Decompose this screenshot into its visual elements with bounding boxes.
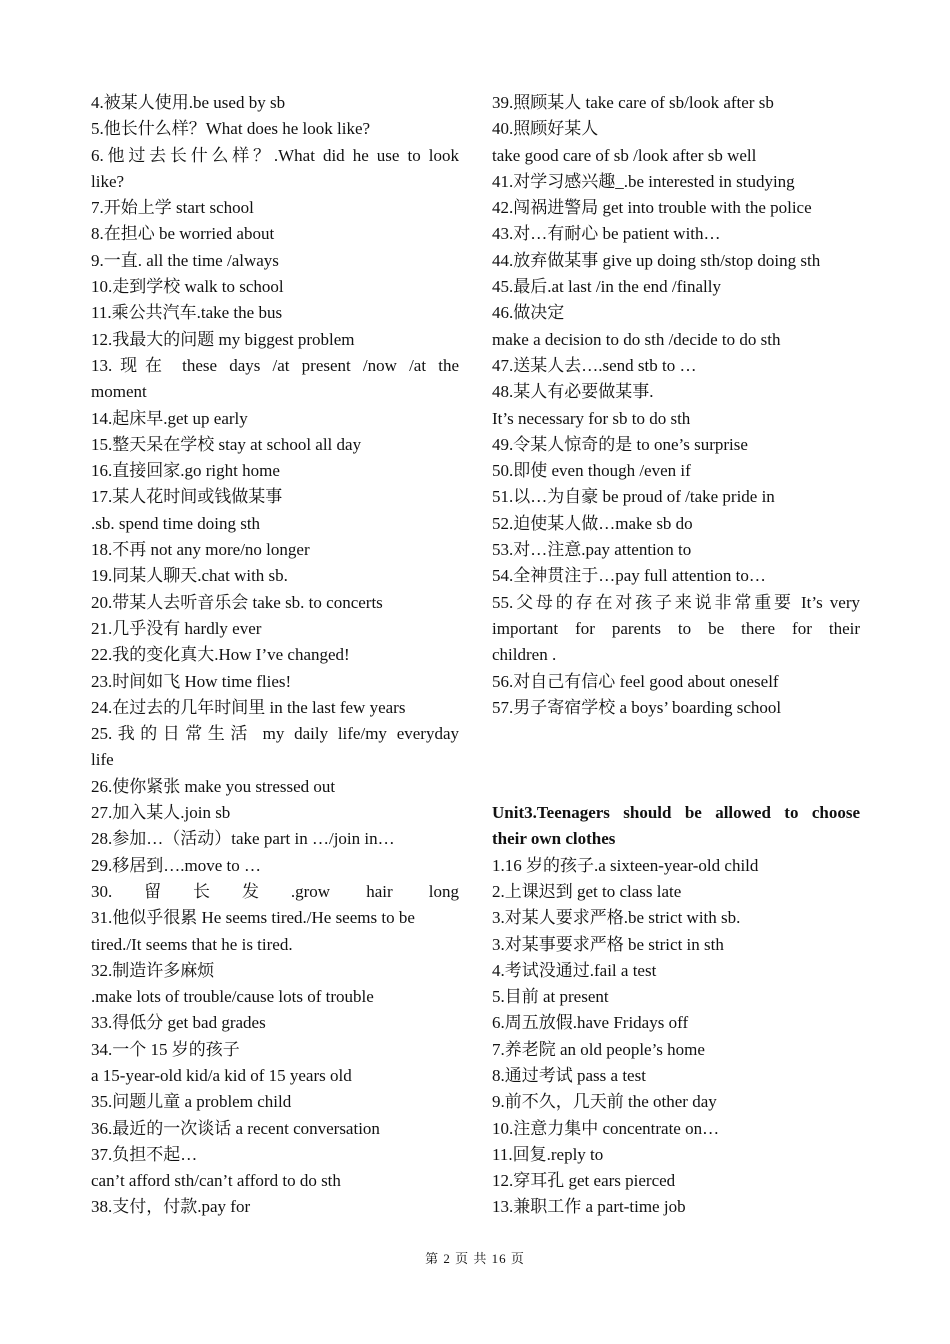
- vocab-line: 18.不再 not any more/no longer: [91, 540, 310, 560]
- vocab-line: 47.送某人去….send stb to …: [492, 355, 697, 375]
- vocab-line: 15.整天呆在学校 stay at school all day: [91, 434, 362, 454]
- vocab-line: 9.前不久，几天前 the other day: [492, 1092, 717, 1112]
- vocab-line: 51.以…为自豪 be proud of /take pride in: [492, 487, 775, 507]
- vocab-line: 25.我的日常生活 my daily life/my everyday: [91, 724, 459, 744]
- vocab-line: their own clothes: [492, 829, 616, 849]
- vocab-line: 37.负担不起…: [91, 1144, 198, 1164]
- vocab-line: life: [91, 750, 114, 770]
- vocab-line: 55.父母的存在对孩子来说非常重要 It’s very: [492, 592, 860, 612]
- vocab-line: 57.男子寄宿学校 a boys’ boarding school: [492, 697, 782, 717]
- vocab-line: 12.我最大的问题 my biggest problem: [91, 329, 355, 349]
- vocab-line: 30.留长发.grow hair long: [91, 881, 459, 901]
- vocab-line: 6.他过去长什么样？.What did he use to look: [91, 145, 459, 165]
- vocab-line: can’t afford sth/can’t afford to do sth: [91, 1171, 341, 1191]
- vocab-line: 3.对某人要求严格.be strict with sb.: [492, 908, 741, 928]
- vocab-line: 52.迫使某人做…make sb do: [492, 513, 693, 533]
- vocab-line: 31.他似乎很累 He seems tired./He seems to be: [91, 908, 415, 928]
- vocab-line: 1.16 岁的孩子.a sixteen-year-old child: [492, 855, 759, 875]
- vocab-line: 4.考试没通过.fail a test: [492, 960, 657, 980]
- vocab-line: 24.在过去的几年时间里 in the last few years: [91, 697, 406, 717]
- vocab-line: 10.走到学校 walk to school: [91, 277, 284, 297]
- vocab-line: make a decision to do sth /decide to do sth: [492, 329, 781, 349]
- vocab-line: 46.做决定: [492, 303, 565, 323]
- vocab-line: important for parents to be there for their: [492, 618, 860, 638]
- vocab-line: 56.对自己有信心 feel good about oneself: [492, 671, 779, 691]
- vocab-line: 29.移居到….move to …: [91, 855, 261, 875]
- vocab-line: moment: [91, 382, 147, 402]
- vocab-line: a 15-year-old kid/a kid of 15 years old: [91, 1065, 352, 1085]
- vocab-line: 28.参加…（活动）take part in …/join in…: [91, 829, 395, 849]
- vocab-line: 54.全神贯注于…pay full attention to…: [492, 566, 766, 586]
- vocab-line: 7.养老院 an old people’s home: [492, 1039, 705, 1059]
- spacer: [492, 774, 860, 800]
- vocab-line: 13.兼职工作 a part-time job: [492, 1197, 686, 1217]
- vocab-line: tired./It seems that he is tired.: [91, 934, 293, 954]
- vocab-line: 22.我的变化真大.How I’ve changed!: [91, 645, 350, 665]
- page-footer: 第 2 页 共 16 页: [425, 1251, 525, 1266]
- vocab-line: 36.最近的一次谈话 a recent conversation: [91, 1118, 380, 1138]
- vocab-line: 11.回复.reply to: [492, 1144, 604, 1164]
- vocab-line: take good care of sb /look after sb well: [492, 145, 757, 165]
- vocab-line: 6.周五放假.have Fridays off: [492, 1013, 689, 1033]
- vocab-line: 41.对学习感兴趣_.be interested in studying: [492, 171, 795, 191]
- vocab-line: 14.起床早.get up early: [91, 408, 248, 428]
- vocab-line: 13.现在 these days /at present /now /at the: [91, 355, 459, 375]
- vocab-line: 53.对…注意.pay attention to: [492, 540, 692, 560]
- vocab-line: 34.一个 15 岁的孩子: [91, 1039, 240, 1059]
- vocab-line: 39.照顾某人 take care of sb/look after sb: [492, 93, 774, 112]
- vocab-line: 26.使你紧张 make you stressed out: [91, 776, 336, 796]
- vocab-line: 45.最后.at last /in the end /finally: [492, 277, 721, 297]
- vocab-line: children .: [492, 645, 557, 665]
- vocab-line: 44.放弃做某事 give up doing sth/stop doing sth: [492, 250, 821, 270]
- vocab-line: 4.被某人使用.be used by sb: [91, 93, 286, 112]
- vocab-line: 5.他长什么样？What does he look like?: [91, 119, 371, 139]
- vocab-line: 17.某人花时间或钱做某事: [91, 487, 283, 507]
- vocab-line: 42.闯祸进警局 get into trouble with the police: [492, 198, 812, 218]
- vocab-line: 21.几乎没有 hardly ever: [91, 618, 262, 638]
- vocab-line: 50.即使 even though /even if: [492, 461, 691, 481]
- spacer: [492, 747, 860, 773]
- vocab-line: .sb. spend time doing sth: [91, 513, 261, 533]
- vocab-line: 16.直接回家.go right home: [91, 461, 280, 481]
- vocab-line: 27.加入某人.join sb: [91, 803, 231, 823]
- unit3-heading: [492, 800, 860, 853]
- vocab-line: Unit3.Teenagers should be allowed to choose: [492, 803, 860, 823]
- vocab-line: 33.得低分 get bad grades: [91, 1013, 266, 1033]
- vocab-line: 11.乘公共汽车.take the bus: [91, 303, 283, 323]
- vocab-line: 12.穿耳孔 get ears pierced: [492, 1171, 676, 1191]
- vocab-line: 2.上课迟到 get to class late: [492, 881, 682, 901]
- vocab-line: 8.在担心 be worried about: [91, 224, 275, 244]
- vocab-line: 9.一直. all the time /always: [91, 250, 279, 270]
- vocab-line: 40.照顾好某人: [492, 119, 599, 139]
- vocab-line: 5.目前 at present: [492, 987, 609, 1007]
- vocab-line: .make lots of trouble/cause lots of trouble: [91, 987, 374, 1007]
- vocab-line: 32.制造许多麻烦: [91, 960, 215, 980]
- vocab-line: 43.对…有耐心 be patient with…: [492, 224, 721, 244]
- vocab-line: 3.对某事要求严格 be strict in sth: [492, 934, 724, 954]
- vocab-line: 20.带某人去听音乐会 take sb. to concerts: [91, 592, 383, 612]
- vocab-line: 49.令某人惊奇的是 to one’s surprise: [492, 434, 748, 454]
- vocab-line: 23.时间如飞 How time flies!: [91, 671, 292, 691]
- vocab-line: 10.注意力集中 concentrate on…: [492, 1118, 720, 1138]
- right-column-top: [492, 90, 860, 721]
- spacer: [492, 721, 860, 747]
- vocab-line: It’s necessary for sb to do sth: [492, 408, 691, 428]
- vocab-line: 19.同某人聊天.chat with sb.: [91, 566, 288, 586]
- vocab-line: like?: [91, 171, 125, 191]
- right-column-bottom: [492, 853, 860, 1221]
- vocab-line: 48.某人有必要做某事.: [492, 382, 654, 402]
- vocab-line: 38.支付，付款.pay for: [91, 1197, 251, 1217]
- left-column: [91, 90, 459, 1221]
- vocab-line: 35.问题儿童 a problem child: [91, 1092, 292, 1112]
- right-column: [492, 90, 860, 1221]
- vocab-line: 7.开始上学 start school: [91, 198, 254, 218]
- vocab-line: 8.通过考试 pass a test: [492, 1065, 646, 1085]
